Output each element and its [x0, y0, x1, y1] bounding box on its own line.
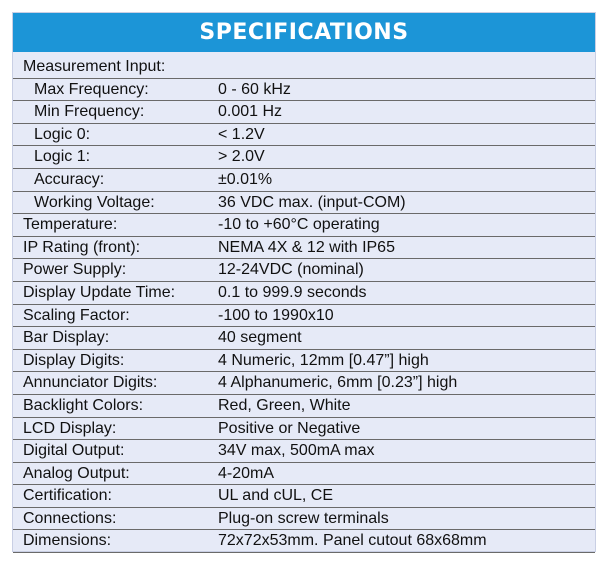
spec-label: Annunciator Digits: [23, 374, 158, 392]
spec-value: 4 Alphanumeric, 6mm [0.23”] high [218, 374, 458, 392]
spec-label: Digital Output: [23, 442, 125, 460]
spec-row-temperature [13, 214, 595, 237]
spec-label: IP Rating (front): [23, 238, 141, 256]
spec-label: Dimensions: [23, 532, 112, 550]
spec-row-digital-output [13, 440, 595, 463]
spec-value: 4-20mA [218, 464, 275, 482]
specifications-panel [12, 12, 596, 552]
spec-label: Scaling Factor: [23, 306, 130, 324]
spec-row-ip-rating [13, 237, 595, 260]
spec-label: Certification: [23, 487, 112, 505]
spec-row-scaling-factor [13, 305, 595, 328]
spec-value: 36 VDC max. (input-COM) [218, 193, 406, 211]
spec-label: Bar Display: [23, 329, 110, 347]
spec-label: Accuracy: [34, 170, 105, 188]
spec-label: Working Voltage: [34, 193, 155, 211]
spec-row-certification [13, 485, 595, 508]
spec-row-connections [13, 508, 595, 531]
spec-row-lcd-display [13, 418, 595, 441]
spec-row-max-frequency [13, 79, 595, 102]
spec-label: Min Frequency: [34, 103, 145, 121]
spec-row-logic-0 [13, 124, 595, 147]
spec-label: Connections: [23, 509, 117, 527]
spec-row-bar-display [13, 327, 595, 350]
spec-table [13, 56, 595, 553]
spec-row-analog-output [13, 463, 595, 486]
spec-value: -100 to 1990x10 [218, 306, 334, 324]
spec-row-annunciator-digits [13, 372, 595, 395]
spec-value: 4 Numeric, 12mm [0.47”] high [218, 351, 429, 369]
spec-value: Red, Green, White [218, 396, 351, 414]
spec-label: Logic 0: [34, 125, 91, 143]
spec-label: Display Digits: [23, 351, 125, 369]
spec-value: 72x72x53mm. Panel cutout 68x68mm [218, 532, 487, 550]
spec-label: Measurement Input: [23, 58, 166, 75]
spec-row-backlight-colors [13, 395, 595, 418]
spec-label: Power Supply: [23, 261, 127, 279]
spec-row-display-digits [13, 350, 595, 373]
spec-value: < 1.2V [218, 125, 265, 143]
spec-value: 0.001 Hz [218, 103, 283, 121]
spec-label: Backlight Colors: [23, 396, 144, 414]
spec-value: 0.1 to 999.9 seconds [218, 283, 367, 301]
spec-label: LCD Display: [23, 419, 117, 437]
spec-row-display-update-time [13, 282, 595, 305]
spec-row-accuracy [13, 169, 595, 192]
spec-value: > 2.0V [218, 148, 265, 166]
spec-label: Analog Output: [23, 464, 130, 482]
spec-value: UL and cUL, CE [218, 487, 334, 505]
specifications-title: SPECIFICATIONS [199, 20, 409, 45]
spec-value: ±0.01% [218, 170, 273, 188]
spec-label: Logic 1: [34, 148, 91, 166]
spec-value: Plug-on screw terminals [218, 509, 389, 527]
spec-value: -10 to +60°C operating [218, 216, 380, 234]
spec-value: 34V max, 500mA max [218, 442, 375, 460]
specifications-header [13, 13, 595, 52]
spec-value: 0 - 60 kHz [218, 80, 291, 98]
spec-row-measurement-input [13, 56, 595, 79]
spec-row-min-frequency [13, 101, 595, 124]
spec-row-logic-1 [13, 146, 595, 169]
spec-label: Display Update Time: [23, 283, 176, 301]
spec-label: Temperature: [23, 216, 118, 234]
spec-label: Max Frequency: [34, 80, 149, 98]
spec-value: NEMA 4X & 12 with IP65 [218, 238, 395, 256]
spec-value: Positive or Negative [218, 419, 361, 437]
spec-value: 40 segment [218, 329, 302, 347]
spec-row-power-supply [13, 259, 595, 282]
spec-row-working-voltage [13, 192, 595, 215]
spec-value: 12-24VDC (nominal) [218, 261, 364, 279]
spec-row-dimensions [13, 530, 595, 553]
